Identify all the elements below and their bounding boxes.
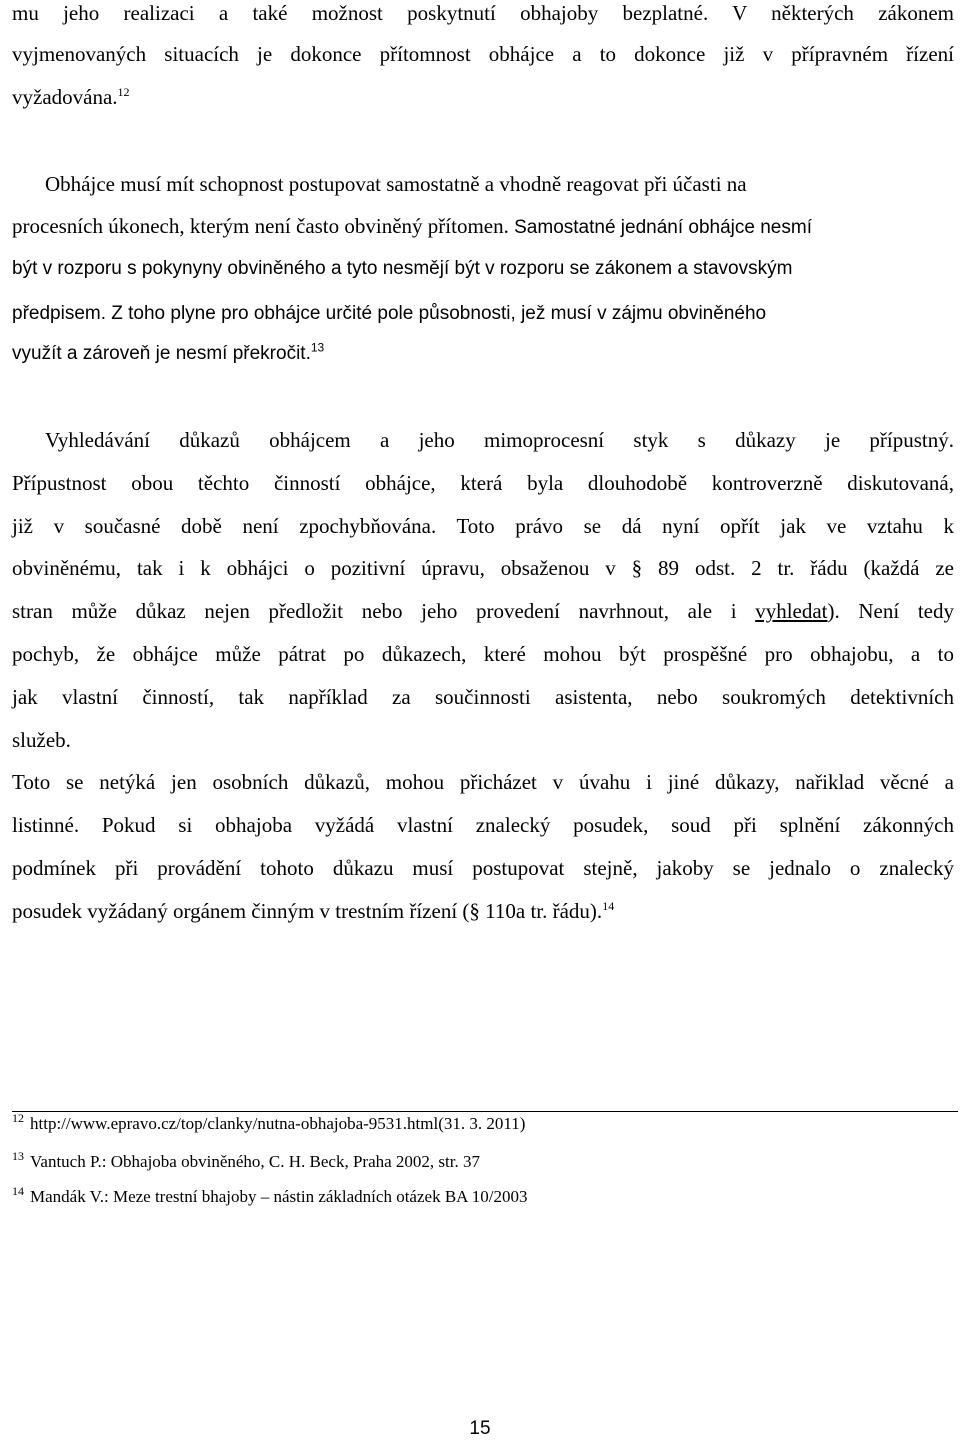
para1-line1: mu jeho realizaci a také možnost poskytnutí obhajoby bezplatné. V některých zákonem (12, 1, 954, 25)
para3-line1: Vyhledávání důkazů obhájcem a jeho mimoprocesní styk s důkazy je přípustný. (45, 428, 954, 452)
para2-line5: využít a zároveň je nesmí překročit.$^{13}$ (12, 340, 325, 364)
para4-line2: listinné. Pokud si obhajoba vyžádá vlastní znalecký posudek, soud při splnění zákonných (12, 813, 954, 837)
para4-line1: Toto se netýká jen osobních důkazů, mohou přicházet v úvahu i jiné důkazy, nařiklad věcné a (12, 770, 954, 794)
para2-line4: předpisem. Z toho plyne pro obhájce určité pole působnosti, jež musí v zájmu obviněného (12, 303, 767, 324)
para4-line4: posudek vyžádaný orgánem činným v trestním řízení (§ 110a tr. řádu).$^{14}$ (12, 899, 615, 923)
underlined-word: vyhledat (755, 599, 828, 623)
para1-line2: vyjmenovaných situacích je dokonce přítomnost obhájce a to dokonce již v přípravném řízení (12, 42, 954, 66)
para3-line2: Přípustnost obou těchto činností obhájce, která byla dlouhodobě kontroverzně diskutovaná, (12, 471, 954, 495)
para1-line3: vyžadována.$^{12}$ (12, 85, 130, 109)
para2-line3: být v rozporu s pokynyny obviněného a tyto nesmějí být v rozporu se zákonem a stavovským (12, 258, 793, 279)
para3-line3: již v současné době není zpochybňována. Toto právo se dá nyní opřít jak ve vztahu k (12, 514, 954, 538)
para3-line5: stran může důkaz nejen předložit nebo jeho provedení navrhnout, ale i vyhledat). Není tedy (12, 599, 954, 623)
page-number: 15 (469, 1418, 491, 1439)
footnote-13: $^{13}$ Vantuch P.: Obhajoba obviněného, C. H. Beck, Praha 2002, str. 37 (12, 1149, 480, 1171)
para3-line8: služeb. (12, 728, 71, 752)
para2-line1: Obhájce musí mít schopnost postupovat samostatně a vhodně reagovat při účasti na (45, 172, 747, 196)
footnote-14: $^{14}$ Mandák V.: Meze trestní bhajoby – nástin základních otázek BA 10/2003 (12, 1184, 528, 1206)
footnote-ref-12: 12 (117, 85, 130, 99)
footnote-separator (12, 1111, 958, 1112)
footnote-ref-14: 14 (602, 899, 615, 913)
para3-line7: jak vlastní činností, tak například za součinnosti asistenta, nebo soukromých detektivních (12, 685, 954, 709)
footnote-12: $^{12}$ http://www.epravo.cz/top/clanky/nutna-obhajoba-9531.html(31. 3. 2011) (12, 1111, 526, 1133)
para3-line6: pochyb, že obhájce může pátrat po důkazech, které mohou být prospěšné pro obhajobu, a to (12, 642, 954, 666)
para2-line2: procesních úkonech, kterým není často obviněný přítomen. Samostatné jednání obhájce nesmí (12, 214, 812, 238)
para4-line3: podmínek při provádění tohoto důkazu musí postupovat stejně, jakoby se jednalo o znalecký (12, 856, 954, 880)
para3-line4: obviněnému, tak i k obhájci o pozitivní úpravu, obsaženou v § 89 odst. 2 tr. řádu (každá ze (12, 556, 954, 580)
footnote-ref-13: 13 (310, 340, 325, 355)
